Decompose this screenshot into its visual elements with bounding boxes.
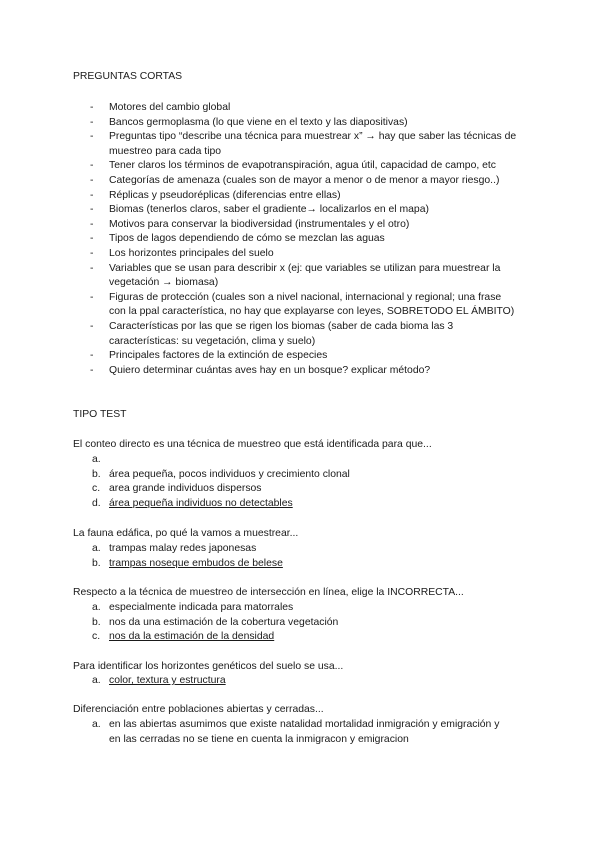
option-marker: b. <box>92 468 101 480</box>
answer-options <box>92 542 512 571</box>
answer-options <box>92 453 512 511</box>
option-text: area grande individuos dispersos <box>109 483 262 495</box>
list-item: - Quiero determinar cuántas aves hay en un bosque? explicar método? <box>90 364 520 379</box>
answer-options <box>92 718 512 747</box>
test-heading: TIPO TEST <box>73 409 127 420</box>
option-marker: a. <box>92 602 101 613</box>
option-text: nos da una estimación de la cobertura vegetación <box>109 616 339 628</box>
option-text: especialmente indicada para matorrales <box>109 602 294 613</box>
option-text: color, textura y estructura <box>109 675 226 686</box>
answer-option-correct <box>92 674 512 689</box>
list-item: - Réplicas y pseudoréplicas (diferencias entre ellas) <box>90 189 520 204</box>
option-text: trampas noseque embudos de belese <box>109 557 283 569</box>
option-text: área pequeña individuos no detectables <box>109 497 293 509</box>
list-item: - Motivos para conservar la biodiversidad (instrumentales y el otro) <box>90 218 520 233</box>
answer-option <box>92 453 512 468</box>
list-item: - Biomas (tenerlos claros, saber el gradiente→ localizarlos en el mapa) <box>90 203 520 218</box>
list-item: - Principales factores de la extinción de especies <box>90 349 520 364</box>
list-item: - Los horizontes principales del suelo <box>90 247 520 262</box>
list-item: - Preguntas tipo “describe una técnica para muestrear x” → hay que saber las técnicas de muestreo para cada tipo <box>90 130 520 159</box>
list-item: - Categorías de amenaza (cuales son de mayor a menor o de menor a mayor riesgo..) <box>90 174 520 189</box>
test-question: El conteo directo es una técnica de muestreo que está identificada para que... <box>73 439 432 450</box>
option-marker: c. <box>92 631 101 643</box>
test-question: Respecto a la técnica de muestreo de intersección en línea, elige la INCORRECTA... <box>73 587 464 598</box>
answer-option <box>92 718 512 747</box>
short-questions-heading: PREGUNTAS CORTAS <box>73 71 183 82</box>
short-questions-list <box>90 101 520 378</box>
option-marker: c. <box>92 483 101 495</box>
option-marker: d. <box>92 497 101 509</box>
option-text: nos da la estimación de la densidad <box>109 631 275 643</box>
option-marker: a. <box>92 543 101 554</box>
answer-option <box>92 542 512 557</box>
test-question: La fauna edáfica, po qué la vamos a muestrear... <box>73 528 299 539</box>
option-marker: a. <box>92 454 101 465</box>
list-item: - Características por las que se rigen los biomas (saber de cada bioma las 3 características: su vegetación, clima y suelo) <box>90 320 520 349</box>
test-question: Diferenciación entre poblaciones abiertas y cerradas... <box>73 704 324 715</box>
list-item: - Bancos germoplasma (lo que viene en el texto y las diapositivas) <box>90 116 520 131</box>
option-marker: b. <box>92 557 101 569</box>
answer-options <box>92 674 512 689</box>
option-marker: a. <box>92 675 101 686</box>
option-text: trampas malay redes japonesas <box>109 543 257 554</box>
answer-option <box>92 482 512 497</box>
answer-option-correct <box>92 630 512 645</box>
answer-option <box>92 468 512 483</box>
test-question: Para identificar los horizontes genéticos del suelo se usa... <box>73 661 344 672</box>
list-item: - Figuras de protección (cuales son a nivel nacional, internacional y regional; una frase con la ppal característica, no hay que explayarse con leyes, SOBRETODO EL ÁMBITO) <box>90 291 520 320</box>
list-item: - Tener claros los términos de evapotranspiración, agua útil, capacidad de campo, etc <box>90 159 520 174</box>
answer-option-correct <box>92 557 512 572</box>
answer-option <box>92 601 512 616</box>
option-text: área pequeña, pocos individuos y crecimiento clonal <box>109 468 350 480</box>
list-item: - Variables que se usan para describir x (ej: que variables se utilizan para muestrear la vegetación → biomasa) <box>90 262 520 291</box>
answer-option <box>92 616 512 631</box>
list-item: - Motores del cambio global <box>90 101 520 116</box>
option-text: en las abiertas asumimos que existe natalidad mortalidad inmigración y emigración y en las cerradas no se tiene en cuenta la inmigracon y emigracion <box>109 719 500 745</box>
option-marker: b. <box>92 616 101 628</box>
option-marker: a. <box>92 719 101 730</box>
answer-option-correct <box>92 497 512 512</box>
list-item: - Tipos de lagos dependiendo de cómo se mezclan las aguas <box>90 232 520 247</box>
answer-options <box>92 601 512 645</box>
